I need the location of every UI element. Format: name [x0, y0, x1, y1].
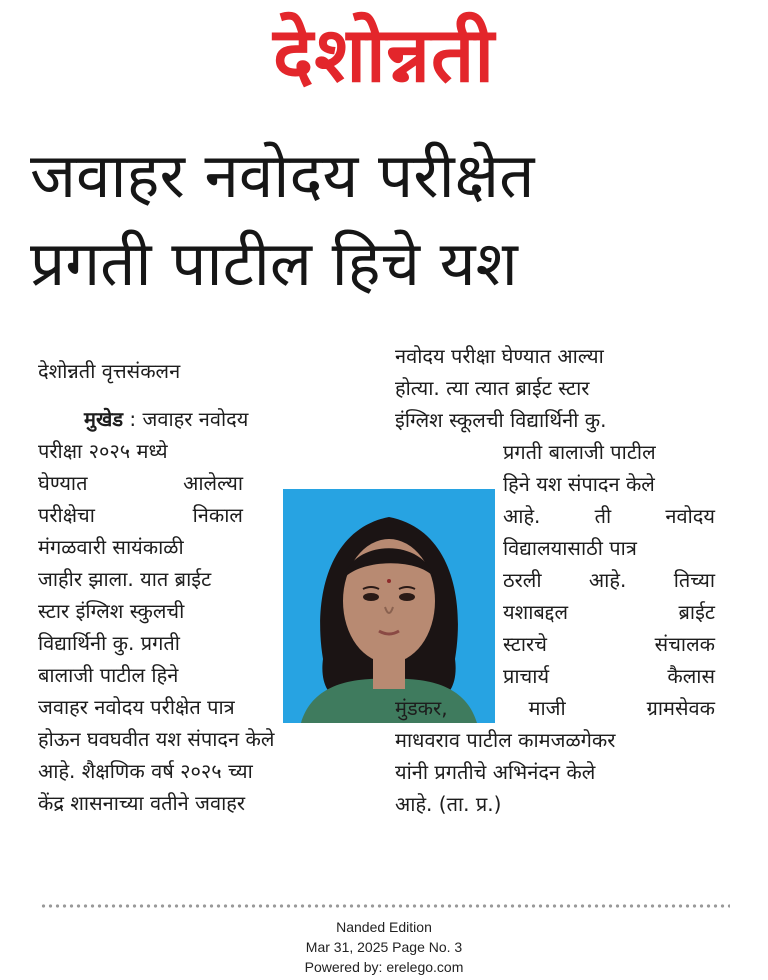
article-text: घेण्यात	[38, 471, 88, 495]
article-line	[503, 628, 715, 660]
article-line: आहे. शैक्षणिक वर्ष २०२५ च्या	[38, 759, 253, 783]
article-line	[503, 500, 715, 532]
article-text: : जवाहर नवोदय	[129, 407, 249, 431]
dotted-divider	[40, 903, 730, 909]
article-text: स्टारचे	[503, 632, 547, 656]
article-text: निकाल	[192, 503, 243, 527]
powered-by-label: Powered by: erelego.com	[304, 959, 464, 975]
article-line: इंग्लिश स्कूलची विद्यार्थिनी कु.	[395, 408, 607, 432]
byline: देशोन्नती वृत्तसंकलन	[38, 359, 181, 383]
article-line: जाहीर झाला. यात ब्राईट	[38, 567, 212, 591]
date-page-label: Mar 31, 2025 Page No. 3	[305, 939, 463, 955]
article-text: मुंडकर,	[395, 696, 448, 720]
masthead	[0, 0, 768, 110]
article-text: प्राचार्य	[503, 664, 550, 688]
article-text: आलेल्या	[183, 471, 243, 495]
article-line: विद्यार्थिनी कु. प्रगती	[38, 631, 180, 655]
article-line	[503, 564, 715, 596]
page-footer	[0, 917, 768, 977]
article-line: स्टार इंग्लिश स्कुलची	[38, 599, 185, 623]
article-right-column	[395, 340, 715, 820]
article-text: तिच्या	[673, 568, 715, 592]
dateline: मुखेड	[84, 407, 124, 431]
article-line: प्रगती बालाजी पाटील	[503, 440, 656, 464]
article-line: यांनी प्रगतीचे अभिनंदन केले	[395, 760, 596, 784]
article-line: केंद्र शासनाच्या वतीने जवाहर	[38, 791, 246, 815]
article-text: ब्राईट	[678, 600, 715, 624]
article-line	[395, 692, 715, 724]
article-line: जवाहर नवोदय परीक्षेत पात्र	[38, 695, 235, 719]
article-text: कैलास	[667, 664, 715, 688]
article-line: आहे. (ता. प्र.)	[395, 792, 502, 816]
article-line: नवोदय परीक्षा घेण्यात आल्या	[395, 344, 604, 368]
article-text: ग्रामसेवक	[646, 696, 715, 720]
headline-line-2: प्रगती पाटील हिचे यश	[30, 227, 518, 300]
article-text: परीक्षेचा	[38, 503, 95, 527]
newspaper-logo: देशोन्नती	[272, 10, 496, 99]
article-text: ती	[594, 504, 612, 528]
article-line: माधवराव पाटील कामजळगेकर	[395, 728, 616, 752]
article-line	[503, 596, 715, 628]
article-text: ठरली	[503, 568, 542, 592]
article-text: नवोदय	[665, 504, 715, 528]
article-line: हिने यश संपादन केले	[503, 472, 655, 496]
article-line	[38, 499, 243, 531]
article-line: मंगळवारी सायंकाळी	[38, 535, 184, 559]
article-line: परीक्षा २०२५ मध्ये	[38, 439, 168, 463]
article-text: यशाबद्दल	[503, 600, 569, 624]
article-line	[503, 660, 715, 692]
article-line: बालाजी पाटील हिने	[38, 663, 179, 687]
article-line	[38, 467, 243, 499]
article-line: होऊन घवघवीत यश संपादन केले	[38, 727, 275, 751]
headline	[30, 132, 750, 308]
article-text: आहे.	[588, 568, 627, 592]
article-line: विद्यालयासाठी पात्र	[503, 536, 637, 560]
article-text: आहे.	[503, 504, 541, 528]
edition-label: Nanded Edition	[336, 919, 432, 935]
article-text: माजी	[528, 696, 566, 720]
article-text: संचालक	[654, 632, 715, 656]
article-line: होत्या. त्या त्यात ब्राईट स्टार	[395, 376, 590, 400]
headline-line-1: जवाहर नवोदय परीक्षेत	[30, 139, 535, 212]
article-line	[38, 403, 358, 435]
